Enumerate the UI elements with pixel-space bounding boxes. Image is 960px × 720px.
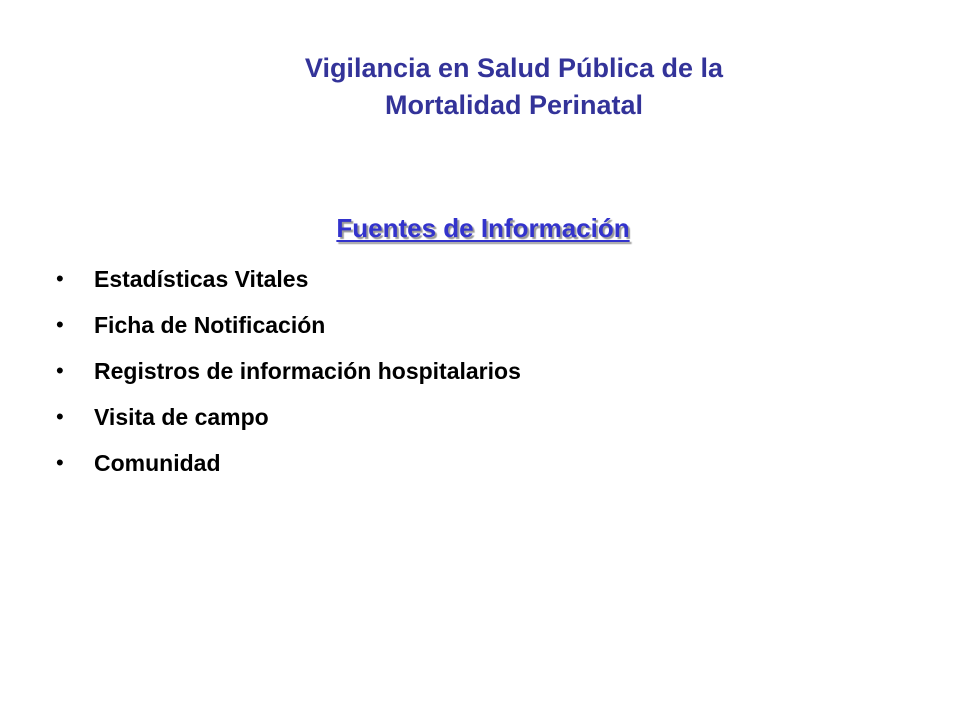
list-item xyxy=(56,398,521,444)
list-item-text: Comunidad xyxy=(94,450,221,476)
bullet-icon: • xyxy=(56,404,64,429)
list-item-text: Registros de información hospitalarios xyxy=(94,358,521,384)
bullet-list xyxy=(56,260,521,490)
list-item-text: Estadísticas Vitales xyxy=(94,266,309,292)
title-line-2: Mortalidad Perinatal xyxy=(384,90,644,120)
list-item xyxy=(56,352,521,398)
list-item xyxy=(56,260,521,306)
bullet-icon: • xyxy=(56,312,64,337)
title-line-1: Vigilancia en Salud Pública de la xyxy=(304,53,724,83)
list-item xyxy=(56,444,521,490)
slide-title xyxy=(0,50,960,124)
list-item-text: Visita de campo xyxy=(94,404,269,430)
bullet-icon: • xyxy=(56,450,64,475)
list-item-text: Ficha de Notificación xyxy=(94,312,326,338)
list-item xyxy=(56,306,521,352)
bullet-icon: • xyxy=(56,266,64,291)
bullet-icon: • xyxy=(56,358,64,383)
section-heading: Fuentes de Información xyxy=(336,213,630,243)
